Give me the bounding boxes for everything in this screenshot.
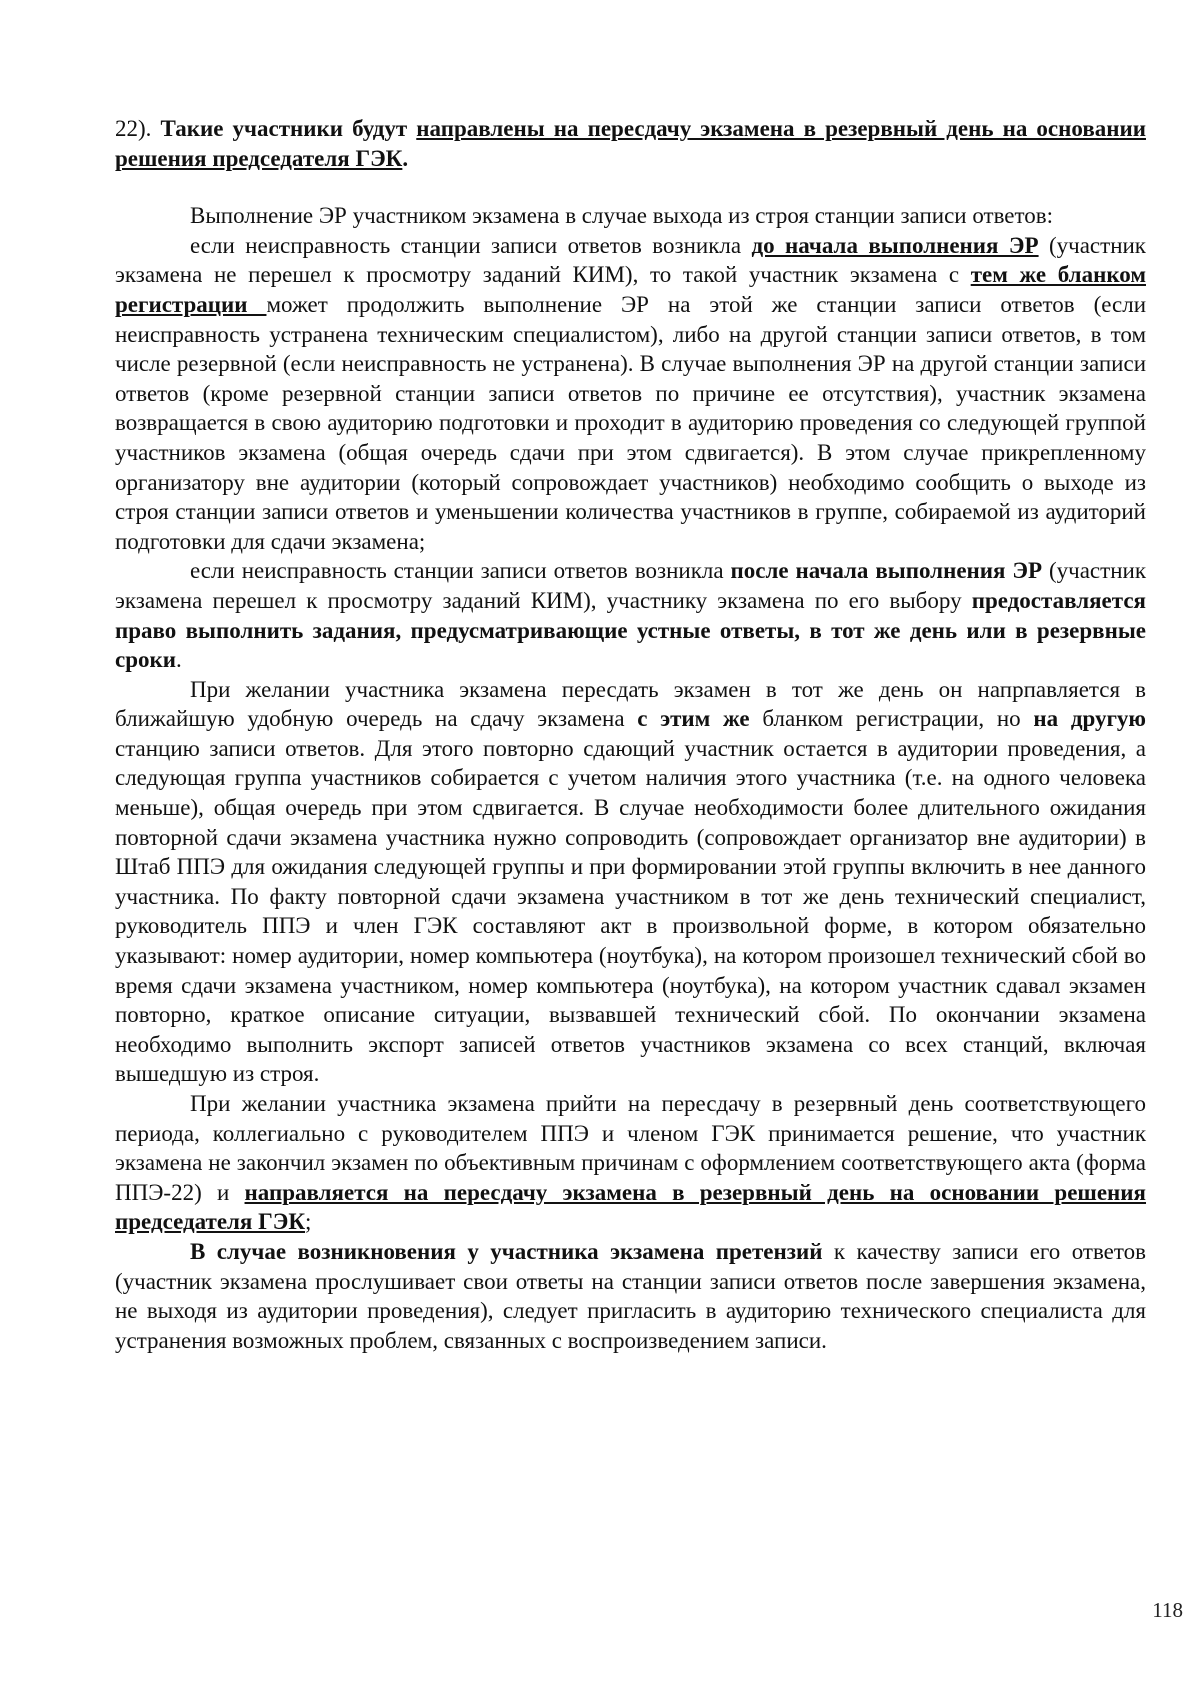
bold-text: .	[402, 145, 409, 171]
document-page	[115, 114, 1146, 1355]
bold-text: В случае возникновения у участника экзамена претензий	[190, 1238, 823, 1264]
text-run: станцию записи ответов. Для этого повторно сдающий участник остается в аудитории проведения, а следующая группа участников собирается с учетом наличия этого участника (т.е. на одного человека меньше), общая очередь при этом сдвигается. В случае необходимости более длительного ожидания повторной сдачи экзамена участника нужно сопроводить (сопровождает организатор вне аудитории) в Штаб ППЭ для ожидания следующей группы и при формировании этой группы включить в нее данного участника. По факту повторной сдачи экзамена участником в тот же день технический специалист, руководитель ППЭ и член ГЭК составляют акт в произвольной форме, в котором обязательно указывают: номер аудитории, номер компьютера (ноутбука), на котором произошел технический сбой во время сдачи экзамена участником, номер компьютера (ноутбука), на котором участник сдавал экзамен повторно, краткое описание ситуации, вызвавшей технический сбой. По окончании экзамена необходимо выполнить экспорт записей ответов участников экзамена со всех станций, включая вышедшую из строя.	[115, 735, 1146, 1087]
bold-text: предоставляется право выполнить задания, предусматривающие устные ответы, в тот же день или в резервные сроки	[115, 587, 1146, 673]
page-number: 118	[1152, 1598, 1183, 1622]
text-run: может продолжить выполнение ЭР на этой же станции записи ответов (если неисправность устранена техническим специалистом), либо на другой станции записи ответов, в том числе резервной (если неисправность не устранена). В случае выполнения ЭР на другой станции записи ответов (кроме резервной станции записи ответов по причине ее отсутствия), участник экзамена возвращается в свою аудиторию подготовки и проходит в аудиторию проведения со следующей группой участников экзамена (общая очередь сдачи при этом сдвигается). В этом случае прикрепленному организатору вне аудитории (который сопровождает участников) необходимо сообщить о выходе из строя станции записи ответов и уменьшении количества участников в группе, собираемой из аудиторий подготовки для сдачи экзамена;	[115, 291, 1147, 554]
text-run: При желании участника экзамена прийти на пересдачу в резервный день соответствующего периода, коллегиально с руководителем ППЭ и членом ГЭК принимается решение, что участник экзамена не закончил экзамен по объективным причинам с оформлением соответствующего акта (форма ППЭ-22) и	[115, 1091, 1146, 1205]
paragraph-intro	[115, 114, 1146, 173]
text-run: (участник экзамена перешел к просмотру заданий КИМ), участнику экзамена по его выбору	[115, 558, 1146, 613]
paragraph-after-start	[115, 556, 1146, 674]
text-run: если неисправность станции записи ответов возникла	[190, 558, 731, 584]
bold-text: после начала выполнения ЭР	[730, 558, 1043, 584]
bold-text: Такие участники будут	[160, 116, 417, 141]
text-run: бланком регистрации, но	[749, 706, 1034, 732]
text-run: ;	[305, 1209, 312, 1235]
bold-underlined-text: направлены на пересдачу экзамена в резервный день на основании решения председателя ГЭК	[115, 116, 1146, 171]
text-run: если неисправность станции записи ответов возникла	[190, 232, 752, 258]
bold-underlined-text: направляется на пересдачу экзамена в резервный день на основании решения председателя ГЭК	[115, 1179, 1147, 1235]
paragraph-same-day-retake	[115, 675, 1146, 1089]
text-run: При желании участника экзамена пересдать экзамен в тот же день он напрпавляется в ближайшую удобную очередь на сдачу экзамена	[115, 676, 1146, 732]
paragraph-before-start	[115, 231, 1146, 557]
bold-text: с этим же	[637, 706, 750, 732]
text-run: .	[176, 647, 182, 673]
text-run: Выполнение ЭР участником экзамена в случае выхода из строя станции записи ответов:	[190, 203, 1054, 229]
paragraph-complaints	[115, 1237, 1146, 1355]
text-run: 22).	[115, 116, 161, 141]
bold-underlined-text: тем же бланком регистрации	[115, 262, 1146, 317]
text-run: (участник экзамена не перешел к просмотру заданий КИМ), то такой участник экзамена с	[115, 232, 1146, 288]
text-run: к качеству записи его ответов (участник экзамена прослушивает свои ответы на станции записи ответов после завершения экзамена, не выходя из аудитории проведения), следует пригласить в аудиторию технического специалиста для устранения возможных проблем, связанных с воспроизведением записи.	[115, 1238, 1146, 1353]
bold-underlined-text: до начала выполнения ЭР	[751, 232, 1039, 258]
paragraph-reserve-day-retake	[115, 1089, 1146, 1237]
bold-text: на другую	[1033, 706, 1146, 732]
paragraph-station-failure	[115, 201, 1146, 231]
